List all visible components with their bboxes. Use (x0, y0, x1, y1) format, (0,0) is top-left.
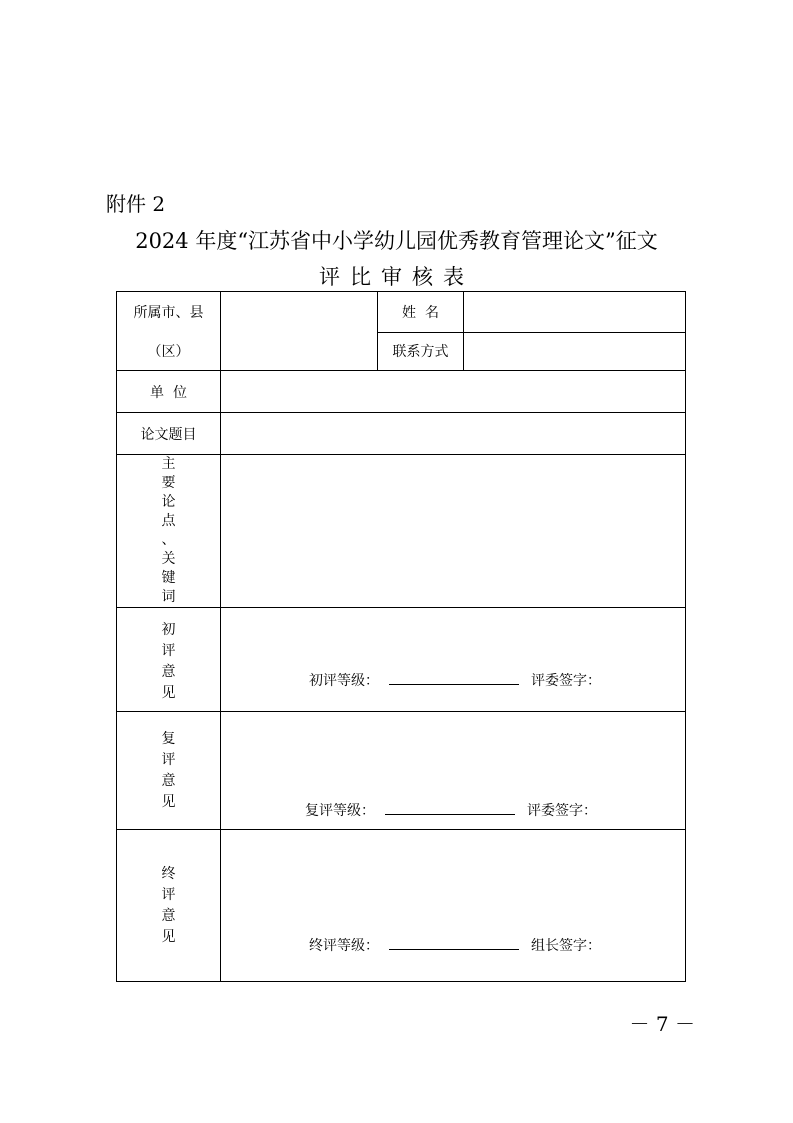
attachment-label: 附件 2 (106, 192, 166, 216)
contact-label: 联系方式 (378, 332, 464, 371)
unit-label: 单 位 (117, 371, 221, 413)
unit-value-cell[interactable] (221, 371, 686, 413)
second-review-cell[interactable] (221, 712, 686, 830)
contact-value-cell[interactable] (464, 332, 686, 371)
initial-review-label: 初 评 意 见 (117, 608, 221, 712)
second-grade-label: 复评等级： (305, 803, 375, 819)
final-signature-label: 组长签字： (531, 938, 601, 954)
page-number: － 7 － (629, 1012, 695, 1036)
name-label: 姓 名 (378, 292, 464, 333)
region-label-line1: 所属市、县 (133, 304, 204, 321)
paper-title-value-cell[interactable] (221, 413, 686, 455)
paper-title-label: 论文题目 (117, 413, 221, 455)
initial-grade-blank[interactable] (389, 670, 519, 685)
final-grade-blank[interactable] (389, 935, 519, 950)
second-signature-label: 评委签字： (527, 803, 597, 819)
initial-grade-label: 初评等级： (309, 673, 379, 689)
form-title: 2024 年度“江苏省中小学幼儿园优秀教育管理论文”征文 (135, 229, 658, 253)
second-grade-blank[interactable] (385, 800, 515, 815)
region-label-cell (117, 292, 221, 371)
initial-review-cell[interactable] (221, 608, 686, 712)
main-points-label: 主 要 论 点 、 关 键 词 (117, 455, 221, 608)
initial-signature-label: 评委签字： (531, 673, 601, 689)
initial-grade-line (221, 670, 685, 690)
name-value-cell[interactable] (464, 292, 686, 333)
form-subtitle: 评比审核表 (319, 265, 474, 289)
second-review-label: 复 评 意 见 (117, 712, 221, 830)
final-grade-label: 终评等级： (309, 938, 379, 954)
second-grade-line (221, 800, 685, 820)
final-review-cell[interactable] (221, 830, 686, 982)
region-label-line2: （区） (147, 343, 190, 360)
review-form-table (116, 291, 686, 982)
region-value-cell[interactable] (221, 292, 378, 371)
main-points-value-cell[interactable] (221, 455, 686, 608)
final-review-label: 终 评 意 见 (117, 830, 221, 982)
final-grade-line (221, 935, 685, 955)
